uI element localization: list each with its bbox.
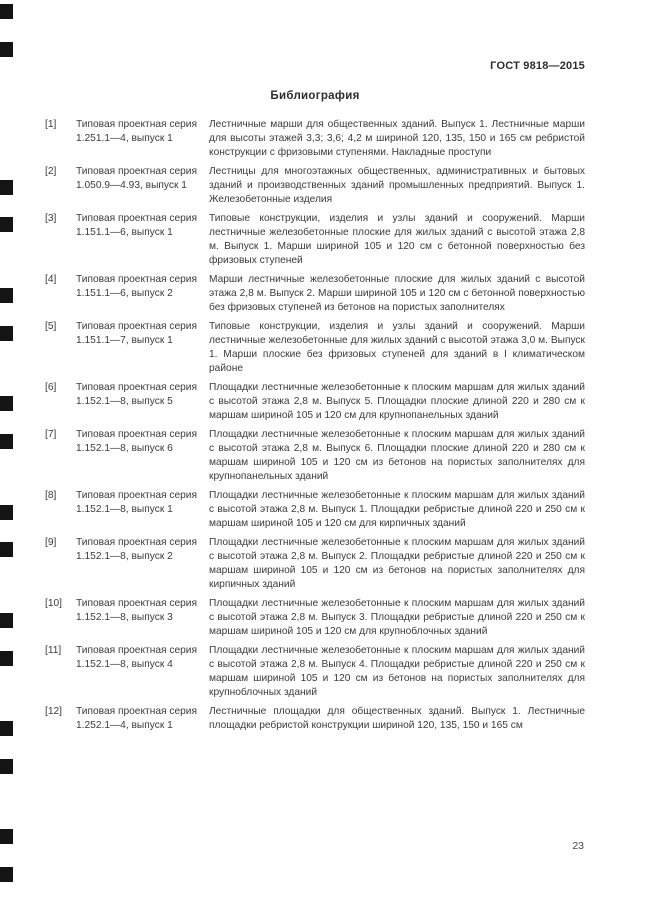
- entry-ref-label: [6]: [45, 382, 57, 393]
- entry-description: Лестничные площадки для общественных зданий. Выпуск 1. Лестничные площадки ребристой конструкции шириной 120, 135, 150 и 165 см: [209, 706, 585, 731]
- entry-source-series-name: Типовая проектная серия: [76, 213, 197, 224]
- bibliography-entry: [45, 165, 585, 207]
- bibliography-entry: [45, 644, 585, 700]
- scan-mark: [0, 759, 13, 774]
- entry-source-series-name: Типовая проектная серия: [76, 490, 197, 501]
- entry-description: Площадки лестничные железобетонные к плоским маршам для жилых зданий с высотой этажа 2,8 м. Выпуск 3. Площадки ребристые длиной 220 и 250 см к маршам шириной 105 и 120 см для крупноблочных зданий: [209, 598, 585, 637]
- entry-ref-label: [11]: [45, 645, 62, 656]
- entry-source: [76, 273, 209, 315]
- entry-source-series-name: Типовая проектная серия: [76, 429, 197, 440]
- scan-mark: [0, 326, 13, 341]
- entry-ref-label: [9]: [45, 537, 57, 548]
- entry-source-series-name: Типовая проектная серия: [76, 598, 197, 609]
- entry-source: [76, 597, 209, 639]
- entry-source-series-number: 1.152.1—8, выпуск 3: [76, 612, 173, 623]
- entry-source-series-name: Типовая проектная серия: [76, 119, 197, 130]
- scan-mark: [0, 651, 13, 666]
- bibliography-entry: [45, 597, 585, 639]
- entry-description: Типовые конструкции, изделия и узлы зданий и сооружений. Марши лестничные железобетонные плоские для жилых зданий с высотой этажа 2,8 м. Выпуск 1. Марши шириной 105 и 120 см с бетонной поверхностью без фризовых ступеней: [209, 213, 585, 266]
- scan-mark: [0, 542, 13, 557]
- entry-source-series-number: 1.151.1—6, выпуск 2: [76, 288, 173, 299]
- entry-ref-label: [5]: [45, 321, 57, 332]
- scan-mark: [0, 288, 13, 303]
- entry-ref-label: [3]: [45, 213, 57, 224]
- entry-source: [76, 705, 209, 733]
- entry-ref-label: [12]: [45, 706, 62, 717]
- bibliography-entry: [45, 428, 585, 484]
- scan-mark: [0, 42, 13, 57]
- entry-source-series-number: 1.152.1—8, выпуск 6: [76, 443, 173, 454]
- entry-source-series-number: 1.152.1—8, выпуск 2: [76, 551, 173, 562]
- entry-ref-label: [8]: [45, 490, 57, 501]
- entry-source-series-name: Типовая проектная серия: [76, 706, 197, 717]
- bibliography-entry: [45, 705, 585, 733]
- entry-source: [76, 489, 209, 531]
- scan-mark: [0, 829, 13, 844]
- entry-description: Лестничные марши для общественных зданий. Выпуск 1. Лестничные марши для высоты этажей 3,3; 3,6; 4,2 м шириной 120, 135, 150 и 165 см ребристой конструкции с фризовыми ступенями. Накладные проступи: [209, 119, 585, 158]
- bibliography-entry: [45, 320, 585, 376]
- entry-source: [76, 536, 209, 592]
- entry-ref-label: [10]: [45, 598, 62, 609]
- entry-description: Площадки лестничные железобетонные к плоским маршам для жилых зданий с высотой этажа 2,8 м. Выпуск 6. Площадки плоские длиной 220 и 280 см к маршам шириной 105 и 120 см из бетонов на пористых заполнителях для крупнопанельных зданий: [209, 429, 585, 482]
- entry-source-series-name: Типовая проектная серия: [76, 645, 197, 656]
- bibliography-entry: [45, 536, 585, 592]
- doc-number: ГОСТ 9818—2015: [490, 60, 585, 72]
- entry-source-series-number: 1.152.1—8, выпуск 1: [76, 504, 173, 515]
- entry-source-series-number: 1.050.9—4.93, выпуск 1: [76, 180, 187, 191]
- entry-source-series-name: Типовая проектная серия: [76, 321, 197, 332]
- bibliography-entry: [45, 273, 585, 315]
- scan-mark: [0, 217, 13, 232]
- scan-mark: [0, 434, 13, 449]
- scan-mark: [0, 505, 13, 520]
- entry-source-series-number: 1.151.1—7, выпуск 1: [76, 335, 173, 346]
- entry-source: [76, 165, 209, 207]
- entry-source-series-name: Типовая проектная серия: [76, 166, 197, 177]
- entry-ref-label: [2]: [45, 166, 57, 177]
- entry-description: Марши лестничные железобетонные плоские для жилых зданий с высотой этажа 2,8 м. Выпуск 2. Марши шириной 105 и 120 см с бетонной поверхностью без фризовых ступеней из бетонов на пористых заполнителях: [209, 274, 585, 313]
- entry-source: [76, 381, 209, 423]
- entry-source-series-number: 1.152.1—8, выпуск 4: [76, 659, 173, 670]
- entry-source-series-number: 1.251.1—4, выпуск 1: [76, 133, 173, 144]
- entry-source-series-name: Типовая проектная серия: [76, 537, 197, 548]
- entry-source: [76, 644, 209, 700]
- entry-description: Площадки лестничные железобетонные к плоским маршам для жилых зданий с высотой этажа 2,8 м. Выпуск 1. Площадки ребристые длиной 220 и 250 см к маршам шириной 105 и 120 см для кирпичных зданий: [209, 490, 585, 529]
- entry-description: Площадки лестничные железобетонные к плоским маршам для жилых зданий с высотой этажа 2,8 м. Выпуск 5. Площадки плоские длиной 220 и 280 см к маршам шириной 105 и 120 см для крупнопанельных зданий: [209, 382, 585, 421]
- entry-ref-label: [7]: [45, 429, 57, 440]
- scan-mark: [0, 180, 13, 195]
- scan-mark: [0, 721, 13, 736]
- page-title: Библиография: [270, 90, 360, 102]
- scan-mark: [0, 396, 13, 411]
- scan-mark: [0, 867, 13, 882]
- entry-source: [76, 320, 209, 376]
- entry-source-series-number: 1.252.1—4, выпуск 1: [76, 720, 173, 731]
- bibliography-entry: [45, 489, 585, 531]
- scan-mark: [0, 613, 13, 628]
- entry-source: [76, 212, 209, 268]
- entry-source-series-number: 1.152.1—8, выпуск 5: [76, 396, 173, 407]
- page-number: 23: [572, 840, 584, 852]
- scan-mark: [0, 4, 13, 19]
- entry-source-series-number: 1.151.1—6, выпуск 1: [76, 227, 173, 238]
- entry-source-series-name: Типовая проектная серия: [76, 274, 197, 285]
- entry-ref-label: [1]: [45, 119, 57, 130]
- bibliography-entry: [45, 118, 585, 160]
- entry-source: [76, 428, 209, 484]
- bibliography-entry: [45, 212, 585, 268]
- entry-description: Площадки лестничные железобетонные к плоским маршам для жилых зданий с высотой этажа 2,8 м. Выпуск 2. Площадки ребристые длиной 220 и 250 см к маршам шириной 105 и 120 см из бетонов на пористых заполнителях для кирпичных зданий: [209, 537, 585, 590]
- entry-source-series-name: Типовая проектная серия: [76, 382, 197, 393]
- entry-description: Площадки лестничные железобетонные к плоским маршам для жилых зданий с высотой этажа 2,8 м. Выпуск 4. Площадки ребристые длиной 220 и 250 см к маршам шириной 105 и 120 см из бетонов на пористых заполнителях для крупноблочных зданий: [209, 645, 585, 698]
- bibliography-list: [45, 118, 585, 738]
- entry-ref-label: [4]: [45, 274, 57, 285]
- entry-description: Лестницы для многоэтажных общественных, административных и бытовых зданий и производственных зданий промышленных предприятий. Выпуск 1. Железобетонные изделия: [209, 166, 585, 205]
- bibliography-entry: [45, 381, 585, 423]
- entry-source: [76, 118, 209, 160]
- entry-description: Типовые конструкции, изделия и узлы зданий и сооружений. Марши лестничные железобетонные для жилых зданий с высотой этажа 3,0 м. Выпуск 1. Марши плоские без фризовых ступеней для зданий в I климатическом районе: [209, 321, 585, 374]
